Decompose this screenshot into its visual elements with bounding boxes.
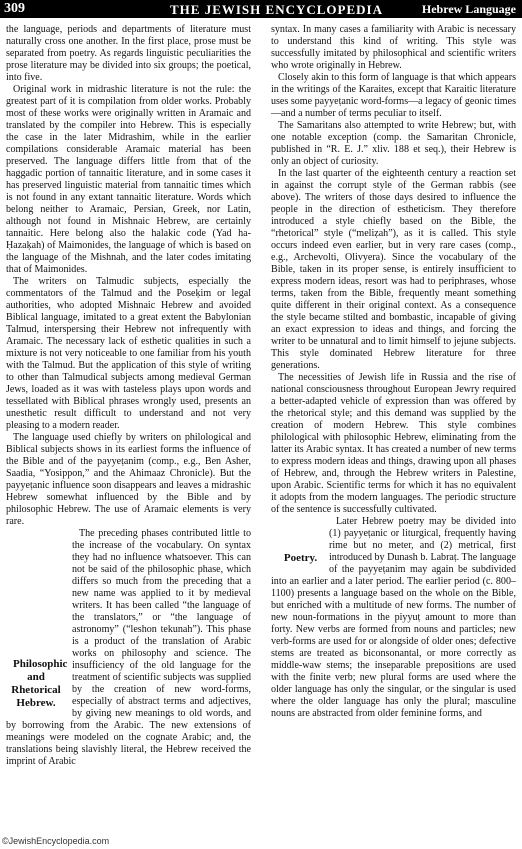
right-column	[271, 24, 516, 720]
page-header	[0, 0, 522, 18]
paragraph: The Samaritans also attempted to write Hebrew; but, with one notable exception (comp. the Samaritan Chronicle, published in “R. E. J.” xliv. 188 et seq.), their Hebrew is only an object of curiosity.	[271, 120, 516, 167]
copyright-footer[interactable]: ©JewishEncyclopedia.com	[2, 836, 110, 846]
margin-note-poetry: Poetry.	[283, 552, 318, 564]
paragraph-text: The preceding phases contributed little to the increase of the vocabulary. On syntax they had no influence whatsoever. This can not be said of the philosophic phase, which differs so much from the preceding that a new name was applied to it by medieval writers. It has been called “the language of the translators,” or “the language of astronomy” (“leshon tekunah”). This phase is a product of the translation of Arabic works on philosophy and science. The insufficiency of the old language for the treatment of scientific subjects was supplied by the creation of new word-forms, especially of abstract terms and adjectives, by giving new meanings to old words, and by borrowing from the Arabic. The new extensions of meanings were modeled on the cognate Arabic; and, the translations being slavishly literal, the Hebrew received the imprint of Arabic	[6, 528, 251, 767]
paragraph: The writers on Talmudic subjects, especially the commentators of the Talmud and the Poseḳim or legal authorities, who adopted Mishnaic Hebrew and avoided Biblical language, imitated to a great extent the Babylonian Talmud, interspersing their Hebrew not infrequently with Aramaic. The necessary lack of esthetic qualities in such a mixture is not very noticeable to one familiar from his youth with the Talmud. But the application of this style of writing to other than Talmudical subjects among medieval German Jews, loaded as it was with tasteless plays upon words and tessellated with Biblical phrases wrongly used, presents an unesthetic result difficult to understand and not very pleasing to a modern reader.	[6, 276, 251, 431]
section-title: Hebrew Language	[421, 2, 516, 16]
margin-note-philosophic: Philosophic and Rhetorical Hebrew.	[11, 658, 68, 709]
left-column	[6, 24, 251, 768]
paragraph: In the last quarter of the eighteenth century a reaction set in against the corrupt style of the German rabbis (see above). The writers of those days desired to influence the people in the direction of estheticism. They therefore introduced a style chiefly based on the Bible, the “rhetorical” style (“meliẓah”), as it is called. This style occurs indeed even earlier, but in very rare cases (comp., e.g., Archevolti, Olivyera). Since the vocabulary of the Bible, taken in its proper sense, is entirely insufficient to express modern ideas, resort was had to periphrases, whose terms, taken from the Bible, frequently meant something quite different in their original context. As a consequence the style became stilted and bombastic, incapable of giving an exact expression to ideas and things, and forcing the writer to be unnatural and to limit himself to jejune subjects. This style dominated Hebrew literature for three generations.	[271, 168, 516, 371]
paragraph-text: Later Hebrew poetry may be divided into (1) payyeṭanic or liturgical, frequently having rime but no meter, and (2) metrical, first introduced by Dunash b. Labraṭ. The language of the payyeṭanim may again be subdivided into an earlier and a later period. The earlier period (c. 800–1100) presents a language based on the whole on the Bible, but enriched with a multitude of new forms. The number of new noun-formations in the piyyuṭ amount to more than forty. New verbs are formed from nouns and particles; new verb-forms are used for or alongside of older ones; defective stems are treated as biconsonantal, or more correctly as middle-waw stems; the inseparable prepositions are used with the finite verb; new plural forms are used where the older language has only the singular, or the singular is used where the older language has only the plural; masculine nouns are abstracted from older feminine forms, and	[271, 516, 516, 719]
paragraph: The language used chiefly by writers on philological and Biblical subjects shows in its earliest forms the influence of the Bible and of the payyeṭanim (comp., e.g., Ben Asher, Saadia, “Yosippon,” and the Ahimaaz Chronicle). But the payyeṭanic influence soon disappears and leaves a midrashic Hebrew somewhat influenced by the Bible and by philosophic Hebrew. The use of Aramaic elements is very rare.	[6, 432, 251, 527]
paragraph: the language, periods and departments of literature must naturally cross one another. In the first place, prose must be separated from poetry. As regards linguistic peculiarities the prose literature may be divided into six groups; the poetical, into five.	[6, 24, 251, 83]
paragraph: syntax. In many cases a familiarity with Arabic is necessary to understand this kind of writing. This style was successfully imitated by philosophical and scientific writers who wrote originally in Hebrew.	[271, 24, 516, 71]
paragraph	[271, 516, 516, 720]
paragraph	[6, 528, 251, 768]
page-number: 309	[4, 1, 25, 16]
paragraph: Closely akin to this form of language is that which appears in the writings of the Karaites, except that Karaitic literature uses some payyeṭanic word-forms—a legacy of geonic times—and a number of terms peculiar to itself.	[271, 72, 516, 119]
paragraph: Original work in midrashic literature is not the rule: the greatest part of it is compilation from older works. Probably most of these works were originally written in Aramaic and translated by the compiler into Hebrew. This is especially the case in the later Midrashim, while in the earlier compilations considerable Aramaic material has been preserved. The language differs little from that of the haggadic portion of tannaitic literature, and in some cases it has preserved linguistic material from tannaitic times which is not found in any extant tannaitic literature. Words which belong neither to Aramaic, Persian, Greek, nor Latin, although not found in Mishnaic Hebrew, are certainly tannaitic. Here belong also the halakic code (Yad ha-Ḥazaḳah) of Maimonides, the language of which is based on the language of the Mishnah, and the later codes imitating that of Maimonides.	[6, 84, 251, 275]
paragraph: The necessities of Jewish life in Russia and the rise of national consciousness throughout European Jewry required a better-adapted vehicle of expression than was offered by the rhetorical style; and this demand was supplied by the creation of modern Hebrew. This style combines philological with philosophic Hebrew, eliminating from the latter its Arabic syntax. It has created a number of new terms to express modern ideas and things, drawing upon all phases of Hebrew, and, through the Hebrew writers in Palestine, upon Arabic. Scientific terms for which it has no equivalent it adopts from the modern languages. The periodic structure of the sentence is successfully cultivated.	[271, 372, 516, 515]
running-title: THE JEWISH ENCYCLOPEDIA	[170, 2, 383, 17]
